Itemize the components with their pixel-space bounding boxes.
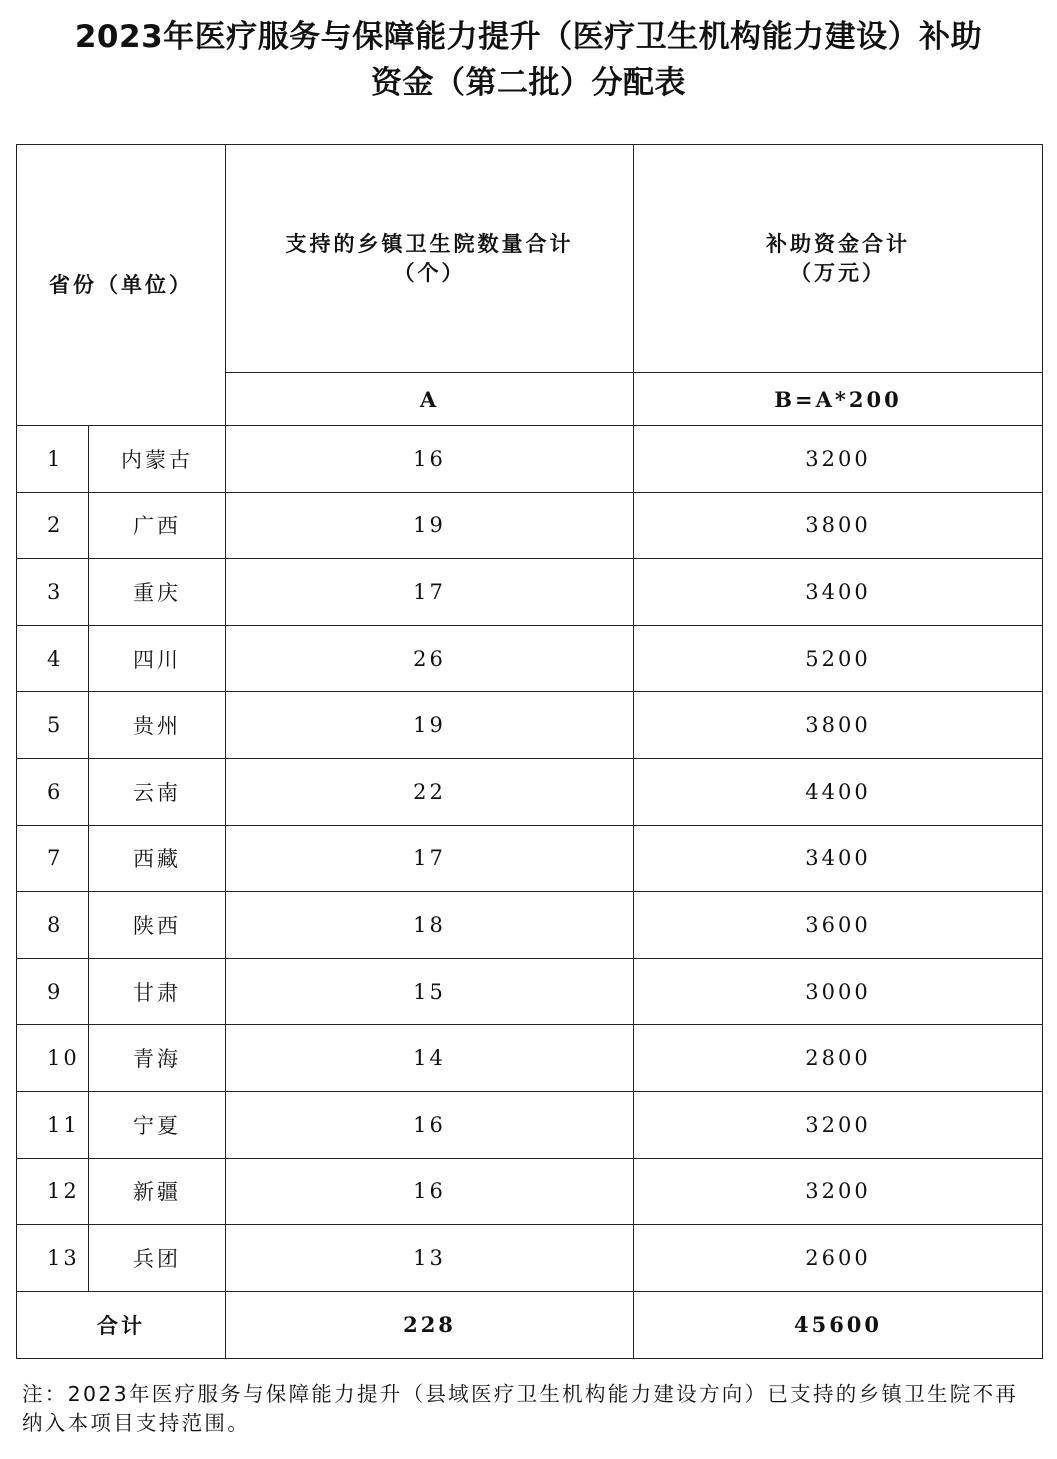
row-province: 新疆 — [89, 1158, 226, 1225]
table-row — [17, 492, 1043, 559]
row-count: 17 — [226, 825, 634, 892]
table-row — [17, 692, 1043, 759]
total-section — [17, 1291, 1043, 1358]
row-count: 16 — [226, 1158, 634, 1225]
total-fund: 45600 — [634, 1291, 1043, 1358]
row-count: 18 — [226, 892, 634, 959]
header-count-label: 支持的乡镇卫生院数量合计 — [285, 231, 574, 256]
page-title — [0, 14, 1057, 106]
header-fund-label: 补助资金合计 — [766, 231, 910, 256]
table-row — [17, 892, 1043, 959]
total-label: 合计 — [17, 1291, 226, 1358]
row-fund: 3800 — [634, 492, 1043, 559]
row-number: 4 — [17, 625, 89, 692]
row-number: 10 — [17, 1025, 89, 1092]
row-fund: 3200 — [634, 1158, 1043, 1225]
row-number: 1 — [17, 426, 89, 493]
row-fund: 3400 — [634, 559, 1043, 626]
row-number: 9 — [17, 958, 89, 1025]
row-province: 重庆 — [89, 559, 226, 626]
row-count: 16 — [226, 426, 634, 493]
header-fund — [634, 145, 1043, 373]
title-line-1: 2023年医疗服务与保障能力提升（医疗卫生机构能力建设）补助 — [74, 19, 983, 55]
footnote: 注：2023年医疗服务与保障能力提升（县域医疗卫生机构能力建设方向）已支持的乡镇卫生院不再纳入本项目支持范围。 — [22, 1382, 1019, 1435]
row-count: 17 — [226, 559, 634, 626]
table-row — [17, 426, 1043, 493]
row-fund: 4400 — [634, 758, 1043, 825]
table-row — [17, 1025, 1043, 1092]
row-province: 广西 — [89, 492, 226, 559]
row-fund: 3400 — [634, 825, 1043, 892]
header-row — [17, 145, 1043, 373]
header-count — [226, 145, 634, 373]
table-row — [17, 758, 1043, 825]
row-number: 3 — [17, 559, 89, 626]
formula-count: A — [226, 373, 634, 426]
row-province: 云南 — [89, 758, 226, 825]
row-province: 内蒙古 — [89, 426, 226, 493]
table-row — [17, 958, 1043, 1025]
table-row — [17, 825, 1043, 892]
data-rows — [17, 426, 1043, 1292]
row-number: 2 — [17, 492, 89, 559]
row-number: 12 — [17, 1158, 89, 1225]
row-number: 8 — [17, 892, 89, 959]
formula-fund: B=A*200 — [634, 373, 1043, 426]
table-row — [17, 625, 1043, 692]
allocation-table — [16, 144, 1043, 1359]
row-count: 15 — [226, 958, 634, 1025]
row-fund: 3200 — [634, 1091, 1043, 1158]
row-fund: 3000 — [634, 958, 1043, 1025]
table-row — [17, 559, 1043, 626]
row-fund: 3600 — [634, 892, 1043, 959]
row-province: 西藏 — [89, 825, 226, 892]
table-row — [17, 1091, 1043, 1158]
row-fund: 2800 — [634, 1025, 1043, 1092]
row-fund: 2600 — [634, 1225, 1043, 1292]
row-number: 5 — [17, 692, 89, 759]
row-count: 13 — [226, 1225, 634, 1292]
table-row — [17, 1158, 1043, 1225]
row-province: 贵州 — [89, 692, 226, 759]
table-body — [17, 145, 1043, 426]
row-count: 22 — [226, 758, 634, 825]
total-row — [17, 1291, 1043, 1358]
row-fund: 5200 — [634, 625, 1043, 692]
row-number: 11 — [17, 1091, 89, 1158]
header-fund-unit: （万元） — [790, 260, 886, 285]
row-province: 陕西 — [89, 892, 226, 959]
row-count: 14 — [226, 1025, 634, 1092]
row-fund: 3800 — [634, 692, 1043, 759]
row-count: 16 — [226, 1091, 634, 1158]
row-province: 甘肃 — [89, 958, 226, 1025]
header-province: 省份（单位） — [17, 145, 226, 426]
row-fund: 3200 — [634, 426, 1043, 493]
row-number: 7 — [17, 825, 89, 892]
title-line-2: 资金（第二批）分配表 — [371, 65, 686, 101]
row-province: 宁夏 — [89, 1091, 226, 1158]
row-count: 19 — [226, 692, 634, 759]
row-count: 19 — [226, 492, 634, 559]
row-count: 26 — [226, 625, 634, 692]
table-row — [17, 1225, 1043, 1292]
total-count: 228 — [226, 1291, 634, 1358]
row-province: 四川 — [89, 625, 226, 692]
row-number: 6 — [17, 758, 89, 825]
row-number: 13 — [17, 1225, 89, 1292]
row-province: 青海 — [89, 1025, 226, 1092]
header-count-unit: （个） — [393, 260, 466, 285]
row-province: 兵团 — [89, 1225, 226, 1292]
